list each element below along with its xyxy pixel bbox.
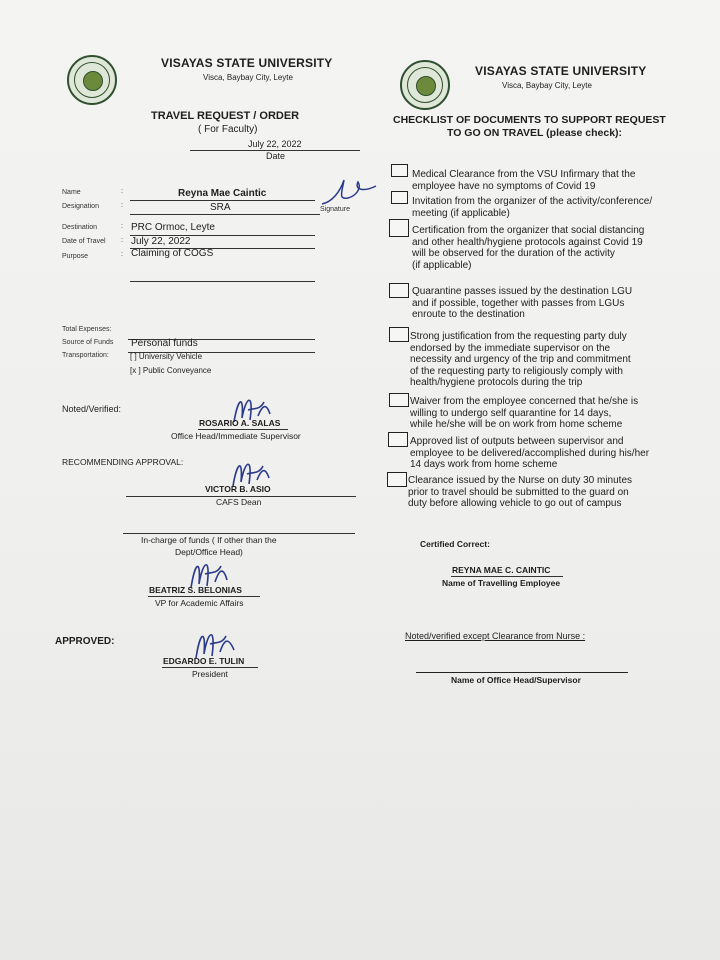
- noted-name: ROSARIO A. SALAS: [199, 418, 281, 428]
- university-seal-right: [400, 60, 450, 110]
- funds-title: VP for Academic Affairs: [155, 598, 244, 608]
- certified-name-line: [451, 576, 563, 577]
- funds-name-line: [148, 596, 260, 597]
- name-label: Name: [62, 189, 81, 196]
- purpose-colon: :: [121, 251, 123, 258]
- funds-name: BEATRIZ S. BELONIAS: [149, 585, 242, 595]
- checklist-item-7: Approved list of outputs between supervisor and employee to be delivered/accomplished during his/her 14 days work from home scheme: [410, 436, 650, 471]
- checklist-checkbox-8[interactable]: [387, 472, 407, 487]
- purpose-value: Claiming of COGS: [131, 248, 214, 259]
- checklist-item-4: Quarantine passes issued by the destination LGU and if possible, together with passes from LGUs enroute to the destination: [412, 286, 633, 321]
- signature-caintic: [318, 174, 380, 210]
- university-name-right: VISAYAS STATE UNIVERSITY: [475, 64, 647, 78]
- university-seal-left: [67, 55, 117, 105]
- noted-title: Office Head/Immediate Supervisor: [171, 431, 301, 441]
- checklist-checkbox-6[interactable]: [389, 393, 409, 407]
- checklist-title-line1: CHECKLIST OF DOCUMENTS TO SUPPORT REQUEST: [393, 114, 666, 126]
- funds-line: [123, 533, 355, 534]
- checklist-item-6: Waiver from the employee concerned that he/she is willing to undergo self quarantine for 14 days, while he/she will be on work from home scheme: [410, 396, 639, 431]
- designation-label: Designation: [62, 203, 99, 210]
- checklist-checkbox-3[interactable]: [389, 219, 409, 237]
- form-title: TRAVEL REQUEST / ORDER: [151, 110, 300, 122]
- signature-label: Signature: [320, 206, 350, 213]
- source-of-funds-label: Source of Funds: [62, 339, 114, 346]
- recommending-title: CAFS Dean: [216, 497, 262, 507]
- transportation-label: Transportation:: [62, 352, 109, 359]
- university-name-left: VISAYAS STATE UNIVERSITY: [161, 56, 333, 70]
- transport-public-conveyance: [x ] Public Conveyance: [130, 366, 212, 375]
- date-of-travel-label: Date of Travel: [62, 238, 106, 245]
- date-label: Date: [266, 151, 286, 161]
- purpose-label: Purpose: [62, 253, 89, 260]
- checklist-checkbox-2[interactable]: [391, 191, 408, 204]
- destination-label: Destination: [62, 224, 98, 231]
- form-subtitle: ( For Faculty): [198, 124, 258, 135]
- checklist-checkbox-7[interactable]: [388, 432, 408, 447]
- date-value: July 22, 2022: [248, 139, 302, 149]
- office-head-title: Name of Office Head/Supervisor: [451, 675, 581, 685]
- office-head-line: [416, 672, 628, 673]
- checklist-checkbox-5[interactable]: [389, 327, 409, 342]
- date-of-travel-value: July 22, 2022: [131, 236, 191, 247]
- approved-title: President: [192, 669, 228, 679]
- approved-name: EDGARDO E. TULIN: [163, 656, 245, 666]
- incharge-label-line2: Dept/Office Head): [175, 547, 243, 557]
- university-address-left: Visca, Baybay City, Leyte: [203, 73, 293, 82]
- certified-name: REYNA MAE C. CAINTIC: [452, 565, 551, 575]
- transport-university-vehicle: [ ] University Vehicle: [130, 352, 203, 361]
- checklist-item-5: Strong justification from the requesting party duly endorsed by the immediate supervisor on the necessity and urgency of the trip and commitment of the requesting party to religiously comply with health/hygiene protocols during the trip: [410, 331, 631, 389]
- noted-except-label: Noted/verified except Clearance from Nurse :: [405, 631, 586, 641]
- designation-line: [130, 214, 320, 215]
- checklist-checkbox-4[interactable]: [389, 283, 409, 298]
- name-line: [130, 200, 315, 201]
- noted-verified-label: Noted/Verified:: [62, 404, 122, 414]
- designation-colon: :: [121, 202, 123, 209]
- name-value: Reyna Mae Caintic: [178, 188, 267, 199]
- approved-line: [162, 667, 258, 668]
- destination-colon: :: [121, 223, 123, 230]
- date-of-travel-colon: :: [121, 237, 123, 244]
- incharge-label-line1: In-charge of funds ( If other than the: [141, 535, 277, 545]
- recommending-name: VICTOR B. ASIO: [205, 484, 271, 494]
- purpose-line: [130, 281, 315, 282]
- checklist-title-line2: TO GO ON TRAVEL (please check):: [447, 127, 623, 139]
- certified-correct-label: Certified Correct:: [420, 539, 490, 549]
- designation-value: SRA: [210, 202, 231, 213]
- approved-label: APPROVED:: [55, 636, 115, 647]
- source-of-funds-value: Personal funds: [131, 338, 198, 349]
- recommending-approval-label: RECOMMENDING APPROVAL:: [62, 457, 184, 467]
- checklist-item-1: Medical Clearance from the VSU Infirmary that the employee have no symptoms of Covid 19: [412, 169, 636, 192]
- checklist-item-8: Clearance issued by the Nurse on duty 30 minutes prior to travel should be submitted to the guard on duty before allowing vehicle to go out of campus: [408, 475, 633, 510]
- university-address-right: Visca, Baybay City, Leyte: [502, 81, 592, 90]
- checklist-checkbox-1[interactable]: [391, 164, 408, 177]
- noted-line: [198, 429, 288, 430]
- checklist-item-2: Invitation from the organizer of the activity/conference/ meeting (if applicable): [412, 196, 653, 219]
- checklist-item-3: Certification from the organizer that social distancing and other health/hygiene protocols against Covid 19 will be observed for the duration of the activity (if applicable): [412, 225, 645, 271]
- destination-value: PRC Ormoc, Leyte: [131, 222, 215, 233]
- total-expenses-label: Total Expenses:: [62, 326, 112, 333]
- name-colon: :: [121, 188, 123, 195]
- certified-title: Name of Travelling Employee: [442, 578, 561, 588]
